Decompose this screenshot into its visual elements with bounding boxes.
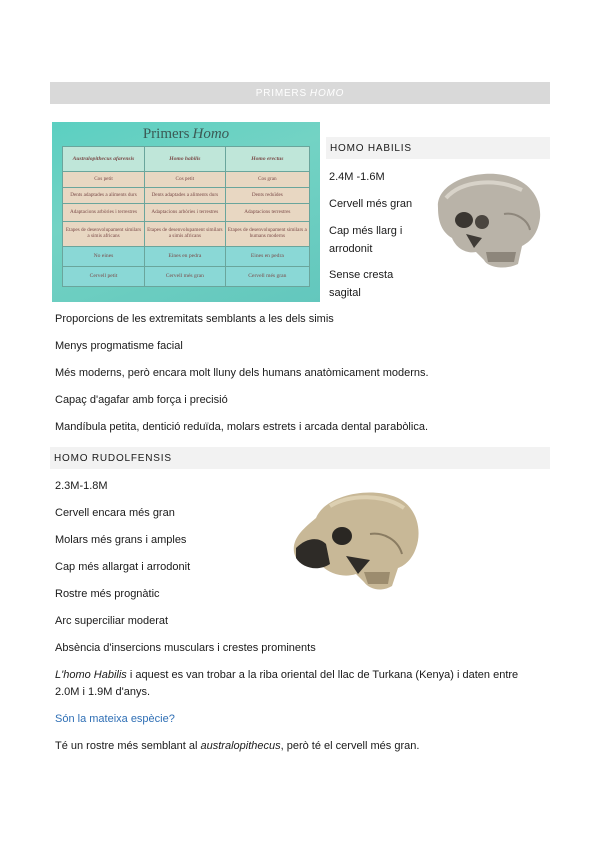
table-row [63,247,310,267]
slide-photo [52,122,320,302]
final-text-emphasis: australopithecus [200,740,281,752]
habilis-trait: Cervell més gran [329,198,413,210]
comparison-table [62,146,310,287]
table-cell: Cervell petit [63,267,145,287]
table-header-row [63,147,310,172]
table-cell: Adaptacions terrestres [225,204,309,222]
habilis-trait: Sense cresta [329,269,394,281]
rudolfensis-trait: Molars més grans i amples [55,534,187,546]
rudolfensis-paragraph-line2: 2.0M i 1.9M d'anys. [55,686,151,698]
paragraph-text: i aquest es van trobar a la riba oriental del llac de Turkana (Kenya) i daten entre [126,669,519,681]
table-cell: Cos petit [145,172,226,188]
habilis-trait: Cap més llarg i [329,225,403,237]
rudolfensis-skull-image [286,484,424,594]
table-cell: No eines [63,247,145,267]
table-cell: Etapes de desenvolupament similars a simis africans [145,222,226,247]
slide-title-emphasis: Homo [192,126,230,142]
final-text-a: Té un rostre més semblant al [55,740,201,752]
slide-title-text: Primers [142,126,190,142]
habilis-trait: sagital [329,287,361,299]
table-cell: Adaptacions arbòries i terrestres [145,204,226,222]
habilis-date-range: 2.4M -1.6M [329,171,385,183]
table-cell: Cervell més gran [225,267,309,287]
title-banner-text: PRIMERS [255,87,307,99]
rudolfensis-trait: Absència d'insercions musculars i crestes prominents [55,642,316,654]
section-heading-habilis: HOMO HABILIS [326,137,550,159]
slide-title [52,126,320,143]
table-cell: Dents adaptades a aliments durs [145,188,226,204]
table-row [63,204,310,222]
table-cell: Adaptacions arbòries i terrestres [63,204,145,222]
rudolfensis-paragraph [55,667,550,684]
title-banner [50,82,550,104]
rudolfensis-final-line [55,738,419,755]
rudolfensis-trait: Cap més allargat i arrodonit [55,561,191,573]
title-banner-emphasis: HOMO [309,87,345,99]
table-cell: Eines en pedra [145,247,226,267]
habilis-body-line: Capaç d'agafar amb força i precisió [55,394,228,406]
table-row [63,222,310,247]
habilis-body-line: Menys progmatisme facial [55,340,183,352]
rudolfensis-trait: Cervell encara més gran [55,507,175,519]
table-header-cell: Homo habilis [145,147,226,172]
rudolfensis-trait: Arc superciliar moderat [55,615,169,627]
table-row [63,267,310,287]
habilis-body-line: Proporcions de les extremitats semblants a les dels simis [55,313,334,325]
table-row [63,188,310,204]
table-cell: Dents adaptades a aliments durs [63,188,145,204]
rudolfensis-date-range: 2.3M-1.8M [55,480,108,492]
table-cell: Cos petit [63,172,145,188]
paragraph-emphasis: L'homo Habilis [55,669,127,681]
habilis-body-line: Més moderns, però encara molt lluny dels humans anatòmicament moderns. [55,367,429,379]
table-cell: Etapes de desenvolupament similars a humans moderns [225,222,309,247]
habilis-skull-image [426,168,546,272]
table-cell: Etapes de desenvolupament similars a simis africans [63,222,145,247]
table-row [63,172,310,188]
table-header-cell: Homo erectus [225,147,309,172]
habilis-trait: arrodonit [329,243,373,255]
same-species-link[interactable]: Són la mateixa espècie? [55,713,175,725]
table-cell: Dents reduïdes [225,188,309,204]
final-text-b: , però té el cervell més gran. [280,740,420,752]
section-heading-rudolfensis: HOMO RUDOLFENSIS [50,447,550,469]
habilis-body-line: Mandíbula petita, dentició reduïda, molars estrets i arcada dental parabòlica. [55,421,428,433]
table-header-cell: Australopithecus afarensis [63,147,145,172]
table-cell: Cervell més gran [145,267,226,287]
rudolfensis-trait: Rostre més prognàtic [55,588,160,600]
table-cell: Cos gran [225,172,309,188]
table-cell: Eines en pedra [225,247,309,267]
